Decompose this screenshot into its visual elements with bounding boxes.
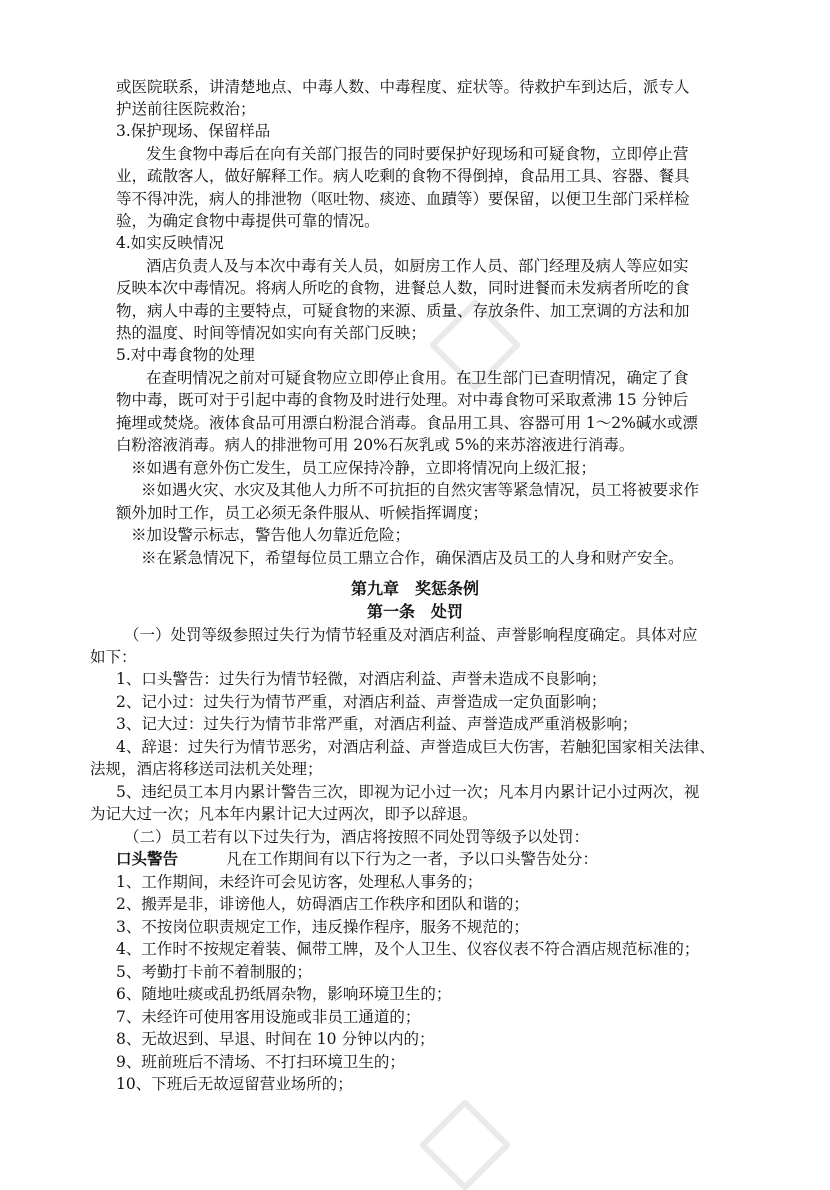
list-item: 5、考勤打卡前不着制服的； (116, 963, 312, 981)
list-item: 9、班前班后不清场、不打扫环境卫生的； (116, 1053, 405, 1071)
list-item: 8、无故迟到、早退、时间在 10 分钟以内的； (116, 1030, 435, 1048)
text-line: 或医院联系，讲清楚地点、中毒人数、中毒程度、症状等。待救护车到达后，派专人 (116, 78, 690, 96)
list-item: 4、辞退：过失行为情节恶劣，对酒店利益、声誉造成巨大伤害，若触犯国家相关法律、 (116, 738, 715, 756)
list-item: 10、下班后无故逗留营业场所的； (116, 1075, 353, 1093)
text-line: 白粉溶液消毒。病人的排泄物可用 20%石灰乳或 5%的来苏溶液进行消毒。 (116, 436, 635, 454)
note-line: ※在紧急情况下，希望每位员工鼎立合作，确保酒店及员工的人身和财产安全。 (141, 549, 684, 567)
text-line: 为记大过一次；凡本年内累计记大过两次，即予以辞退。 (90, 805, 478, 823)
text-line: 在查明情况之前对可疑食物应立即停止食用。在卫生部门已查明情况，确定了食 (146, 369, 689, 387)
list-item: 3、记大过：过失行为情节非常严重，对酒店利益、声誉造成严重消极影响； (116, 715, 638, 733)
note-line: ※如遇火灾、水灾及其他人力所不可抗拒的自然灾害等紧急情况，员工将被要求作 (141, 481, 700, 499)
text-line: 掩埋或焚烧。液体食品可用漂白粉混合消毒。食品用工具、容器可用 1～2%碱水或漂 (116, 414, 698, 432)
note-line: ※加设警示标志，警告他人勿靠近危险； (131, 526, 411, 544)
text-line: 如下： (90, 648, 137, 666)
list-item: 1、工作期间，未经许可会见访客，处理私人事务的； (116, 873, 483, 891)
text-line: 酒店负责人及与本次中毒有关人员，如厨房工作人员、部门经理及病人等应如实 (146, 257, 689, 275)
watermark-icon (420, 1100, 510, 1190)
text-line: 法规，酒店将移送司法机关处理； (90, 760, 323, 778)
article-title: 第一条 处罚 (366, 602, 463, 621)
list-item: 6、随地吐痰或乱扔纸屑杂物，影响环境卫生的； (116, 985, 452, 1003)
section-heading: 4.如实反映情况 (116, 234, 224, 252)
section-heading: 3.保护现场、保留样品 (116, 122, 271, 140)
list-item: 7、未经许可使用客用设施或非员工通道的； (116, 1008, 421, 1026)
text-line: （一）处罚等级参照过失行为情节轻重及对酒店利益、声誉影响程度确定。具体对应 (124, 626, 698, 644)
text-line: 热的温度、时间等情况如实向有关部门反映； (116, 324, 427, 342)
list-item: 5、违纪员工本月内累计警告三次，即视为记小过一次；凡本月内累计记小过两次，视 (116, 783, 700, 801)
text-line: 业，疏散客人，做好解释工作。病人吃剩的食物不得倒掉，食品用工具、容器、餐具 (116, 167, 690, 185)
list-item: 4、工作时不按规定着装、佩带工牌，及个人卫生、仪容仪表不符合酒店规范标准的； (116, 940, 700, 958)
text-line: 物，病人中毒的主要特点，可疑食物的来源、质量、存放条件、加工烹调的方法和加 (116, 302, 690, 320)
text-line: 发生食物中毒后在向有关部门报告的同时要保护好现场和可疑食物，立即停止营 (146, 145, 689, 163)
list-item: 2、搬弄是非，诽谤他人，妨碍酒店工作秩序和团队和谐的； (116, 895, 529, 913)
section-heading: 5.对中毒食物的处理 (116, 346, 255, 364)
text-line: 验，为确定食物中毒提供可靠的情况。 (116, 212, 380, 230)
text-line: 护送前往医院救治； (116, 100, 256, 118)
text-line: 凡在工作期间有以下行为之一者，予以口头警告处分： (226, 850, 599, 868)
chapter-title: 第九章 奖惩条例 (350, 579, 479, 598)
list-item: 2、记小过：过失行为情节严重，对酒店利益、声誉造成一定负面影响； (116, 693, 607, 711)
text-line: 等不得冲洗，病人的排泄物（呕吐物、痰迹、血蹟等）要保留，以便卫生部门采样检 (116, 190, 690, 208)
text-line: 额外加时工作，员工必须无条件服从、听候指挥调度； (116, 504, 489, 522)
list-item: 1、口头警告：过失行为情节轻微，对酒店利益、声誉未造成不良影响； (116, 670, 607, 688)
list-item: 3、不按岗位职责规定工作，违反操作程序，服务不规范的； (116, 918, 529, 936)
text-line: 物中毒，既可对于引起中毒的食物及时进行处理。对中毒食物可采取煮沸 15 分钟后 (116, 391, 689, 409)
text-line: 反映本次中毒情况。将病人所吃的食物，进餐总人数，同时进餐而未发病者所吃的食 (116, 279, 690, 297)
sub-heading: 口头警告 (116, 849, 179, 868)
note-line: ※如遇有意外伤亡发生，员工应保持冷静，立即将情况向上级汇报； (131, 459, 597, 477)
text-line: （二）员工若有以下过失行为，酒店将按照不同处罚等级予以处罚： (124, 828, 590, 846)
